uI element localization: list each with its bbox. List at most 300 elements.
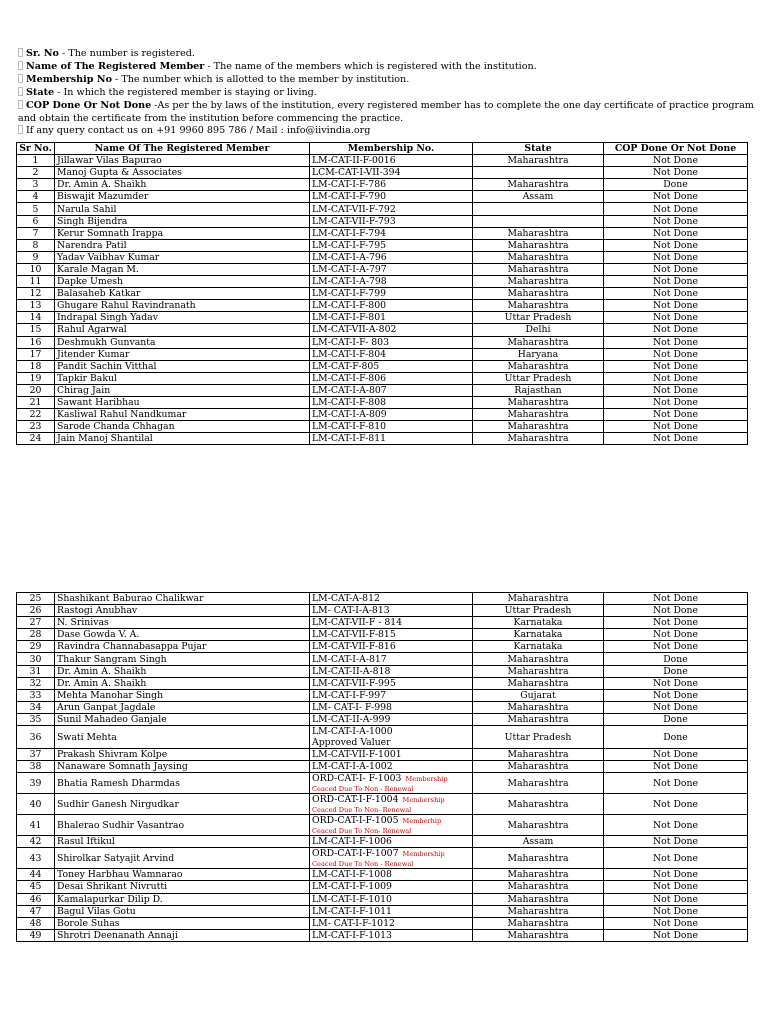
cell-membership-no: LM-CAT-I-F-795 — [310, 239, 473, 251]
cell-state: Maharashtra — [473, 155, 604, 167]
cell-sr-no: 47 — [17, 905, 55, 917]
table-row — [17, 893, 748, 905]
membership-status-note: Membership — [402, 796, 445, 805]
cell-cop-status: Not Done — [604, 773, 748, 794]
cell-state: Maharashtra — [473, 360, 604, 372]
cell-membership-no: LM-CAT-VII-F-995 — [310, 677, 473, 689]
cell-cop-status: Not Done — [604, 701, 748, 713]
cell-cop-status: Not Done — [604, 191, 748, 203]
cell-cop-status: Not Done — [604, 689, 748, 701]
cell-cop-status: Done — [604, 726, 748, 749]
cell-cop-status: Not Done — [604, 167, 748, 179]
cell-cop-status: Not Done — [604, 360, 748, 372]
cell-member-name: Indrapal Singh Yadav — [55, 312, 310, 324]
cell-member-name: Rastogi Anubhav — [55, 605, 310, 617]
legend-block — [18, 48, 758, 138]
cell-member-name: Kasliwal Rahul Nandkumar — [55, 409, 310, 421]
cell-member-name: Dr. Amin A. Shaikh — [55, 665, 310, 677]
table-row — [17, 605, 748, 617]
cell-sr-no: 8 — [17, 239, 55, 251]
table-row — [17, 227, 748, 239]
cell-cop-status: Not Done — [604, 263, 748, 275]
table-row — [17, 653, 748, 665]
table-row — [17, 421, 748, 433]
table-row — [17, 288, 748, 300]
cell-state — [473, 203, 604, 215]
cell-cop-status: Not Done — [604, 794, 748, 815]
cell-state: Haryana — [473, 348, 604, 360]
table-header-row — [17, 143, 748, 155]
cell-sr-no: 32 — [17, 677, 55, 689]
membership-number: LM-CAT-I-A-1000 — [312, 726, 393, 738]
cell-member-name: Jitender Kumar — [55, 348, 310, 360]
table-row — [17, 348, 748, 360]
cell-state: Karnataka — [473, 629, 604, 641]
cell-sr-no: 3 — [17, 179, 55, 191]
cell-membership-no: LM-CAT-I-A-1002 — [310, 761, 473, 773]
legend-line-state: State - In which the registered member is staying or living. — [18, 87, 758, 100]
cell-cop-status: Not Done — [604, 593, 748, 605]
cell-cop-status: Not Done — [604, 433, 748, 445]
cell-member-name: Kerur Somnath Irappa — [55, 227, 310, 239]
cell-sr-no: 15 — [17, 324, 55, 336]
cell-sr-no: 13 — [17, 300, 55, 312]
cell-sr-no: 10 — [17, 263, 55, 275]
cell-cop-status: Not Done — [604, 881, 748, 893]
table-row — [17, 312, 748, 324]
cell-member-name: Tapkir Bakul — [55, 372, 310, 384]
cell-cop-status: Not Done — [604, 629, 748, 641]
cell-membership-no: LM-CAT-I-F-997 — [310, 689, 473, 701]
cell-state — [473, 167, 604, 179]
cell-cop-status: Not Done — [604, 227, 748, 239]
cell-sr-no: 37 — [17, 749, 55, 761]
cell-cop-status: Not Done — [604, 605, 748, 617]
cell-sr-no: 38 — [17, 761, 55, 773]
cell-cop-status: Not Done — [604, 288, 748, 300]
table-row — [17, 179, 748, 191]
table-row — [17, 677, 748, 689]
cell-membership-no: LM-CAT-VII-F-793 — [310, 215, 473, 227]
bullet-box-icon — [18, 61, 23, 70]
bullet-box-icon — [18, 125, 23, 134]
cell-membership-no: LM-CAT-I-F-804 — [310, 348, 473, 360]
cell-cop-status: Not Done — [604, 276, 748, 288]
table-row — [17, 215, 748, 227]
cell-member-name: Jain Manoj Shantilal — [55, 433, 310, 445]
cell-cop-status: Not Done — [604, 848, 748, 869]
table-row — [17, 409, 748, 421]
membership-status-note: Memberhip — [402, 817, 442, 826]
bullet-box-icon — [18, 74, 23, 83]
cell-membership-no: LM-CAT-I-A-817 — [310, 653, 473, 665]
cell-member-name: Rasul Iftikul — [55, 836, 310, 848]
cell-membership-no: LM-CAT-I-F-801 — [310, 312, 473, 324]
cell-state: Uttar Pradesh — [473, 312, 604, 324]
cell-sr-no: 44 — [17, 869, 55, 881]
header-state: State — [473, 143, 604, 155]
cell-state: Uttar Pradesh — [473, 605, 604, 617]
cell-cop-status: Done — [604, 665, 748, 677]
cell-state: Maharashtra — [473, 701, 604, 713]
cell-membership-no: LM-CAT-VII-F-815 — [310, 629, 473, 641]
cell-sr-no: 35 — [17, 713, 55, 725]
cell-membership-no: LM-CAT-VII-F-792 — [310, 203, 473, 215]
cell-sr-no: 33 — [17, 689, 55, 701]
cell-membership-no: LM-CAT-I-A-807 — [310, 384, 473, 396]
table-row — [17, 665, 748, 677]
cell-sr-no: 34 — [17, 701, 55, 713]
cell-sr-no: 9 — [17, 251, 55, 263]
cell-member-name: N. Srinivas — [55, 617, 310, 629]
cell-cop-status: Not Done — [604, 203, 748, 215]
membership-status-detail: Ceaced Due To Non- Renewal — [312, 827, 412, 836]
cell-sr-no: 4 — [17, 191, 55, 203]
cell-member-name: Ghugare Rahul Ravindranath — [55, 300, 310, 312]
cell-sr-no: 25 — [17, 593, 55, 605]
cell-member-name: Jillawar Vilas Bapurao — [55, 155, 310, 167]
cell-member-name: Narula Sahil — [55, 203, 310, 215]
table-row — [17, 300, 748, 312]
members-table-part-2 — [16, 592, 748, 942]
table-row — [17, 263, 748, 275]
table-row — [17, 336, 748, 348]
cell-membership-no: LM-CAT-I-A-797 — [310, 263, 473, 275]
cell-state: Maharashtra — [473, 815, 604, 836]
cell-membership-no: LM-CAT-I-F-1010 — [310, 893, 473, 905]
cell-state: Maharashtra — [473, 713, 604, 725]
cell-membership-no: LCM-CAT-I-VII-394 — [310, 167, 473, 179]
cell-member-name: Pandit Sachin Vitthal — [55, 360, 310, 372]
cell-sr-no: 39 — [17, 773, 55, 794]
table-row — [17, 905, 748, 917]
cell-sr-no: 42 — [17, 836, 55, 848]
cell-state: Maharashtra — [473, 749, 604, 761]
cell-sr-no: 49 — [17, 929, 55, 941]
table-row — [17, 203, 748, 215]
cell-membership-no: LM-CAT-F-805 — [310, 360, 473, 372]
cell-state: Rajasthan — [473, 384, 604, 396]
table-row — [17, 761, 748, 773]
cell-membership-no: LM- CAT-I-A-813 — [310, 605, 473, 617]
cell-state: Maharashtra — [473, 677, 604, 689]
legend-line-sr-no: Sr. No - The number is registered. — [18, 48, 758, 61]
cell-member-name: Borole Suhas — [55, 917, 310, 929]
cell-state: Maharashtra — [473, 593, 604, 605]
cell-membership-no — [310, 848, 473, 869]
contact-line: If any query contact us on +91 9960 895 786 / Mail : info@iivindia.org — [18, 125, 758, 138]
cell-state: Maharashtra — [473, 251, 604, 263]
cell-membership-no: LM-CAT-I-F-810 — [310, 421, 473, 433]
cell-state: Karnataka — [473, 617, 604, 629]
cell-state: Maharashtra — [473, 761, 604, 773]
cell-cop-status: Not Done — [604, 312, 748, 324]
membership-number: ORD-CAT-I- F-1003 — [312, 773, 402, 785]
table-row — [17, 641, 748, 653]
cell-membership-no: LM-CAT-A-812 — [310, 593, 473, 605]
table-row — [17, 689, 748, 701]
bullet-box-icon — [18, 48, 23, 57]
cell-cop-status: Done — [604, 179, 748, 191]
cell-cop-status: Not Done — [604, 239, 748, 251]
cell-sr-no: 21 — [17, 396, 55, 408]
cell-cop-status: Not Done — [604, 324, 748, 336]
cell-membership-no: LM-CAT-I-F-1006 — [310, 836, 473, 848]
cell-membership-no: LM- CAT-I-F-1012 — [310, 917, 473, 929]
cell-state: Maharashtra — [473, 773, 604, 794]
cell-cop-status: Not Done — [604, 215, 748, 227]
cell-member-name: Bagul Vilas Gotu — [55, 905, 310, 917]
cell-sr-no: 45 — [17, 881, 55, 893]
cell-cop-status: Not Done — [604, 893, 748, 905]
cell-sr-no: 19 — [17, 372, 55, 384]
cell-sr-no: 48 — [17, 917, 55, 929]
header-name: Name Of The Registered Member — [55, 143, 310, 155]
cell-cop-status: Not Done — [604, 396, 748, 408]
cell-state — [473, 215, 604, 227]
cell-membership-no: LM-CAT-I-F-811 — [310, 433, 473, 445]
cell-sr-no: 7 — [17, 227, 55, 239]
cell-member-name: Yadav Vaibhav Kumar — [55, 251, 310, 263]
legend-line-cop: COP Done Or Not Done -As per the by laws of the institution, every registered member has to complete the one day certificate of practice program and obtain the certificate from the institution before commencing the practice. — [18, 99, 754, 124]
cell-member-name: Desai Shrikant Nivrutti — [55, 881, 310, 893]
cell-membership-no — [310, 726, 473, 749]
cell-state: Uttar Pradesh — [473, 372, 604, 384]
membership-number: ORD-CAT-I-F-1007 — [312, 848, 399, 860]
cell-membership-no — [310, 773, 473, 794]
cell-sr-no: 23 — [17, 421, 55, 433]
table-row — [17, 713, 748, 725]
cell-sr-no: 29 — [17, 641, 55, 653]
cell-state: Maharashtra — [473, 881, 604, 893]
cell-cop-status: Not Done — [604, 384, 748, 396]
membership-number: ORD-CAT-I-F-1004 — [312, 794, 399, 806]
table-row — [17, 848, 748, 869]
legend-line-membership-no: Membership No - The number which is allotted to the member by institution. — [18, 74, 758, 87]
table-row — [17, 593, 748, 605]
cell-member-name: Chirag Jain — [55, 384, 310, 396]
cell-member-name: Thakur Sangram Singh — [55, 653, 310, 665]
cell-state: Maharashtra — [473, 905, 604, 917]
cell-state: Uttar Pradesh — [473, 726, 604, 749]
membership-status-note: Membership — [405, 775, 448, 784]
cell-cop-status: Done — [604, 653, 748, 665]
cell-sr-no: 6 — [17, 215, 55, 227]
table-row — [17, 324, 748, 336]
cell-membership-no: LM-CAT-VII-F - 814 — [310, 617, 473, 629]
cell-sr-no: 11 — [17, 276, 55, 288]
cell-sr-no: 12 — [17, 288, 55, 300]
cell-cop-status: Not Done — [604, 348, 748, 360]
cell-sr-no: 26 — [17, 605, 55, 617]
cell-sr-no: 17 — [17, 348, 55, 360]
cell-membership-no: LM-CAT-I-F-806 — [310, 372, 473, 384]
table-row — [17, 629, 748, 641]
table-row — [17, 749, 748, 761]
table-row — [17, 433, 748, 445]
table-row — [17, 794, 748, 815]
cell-cop-status: Not Done — [604, 761, 748, 773]
cell-cop-status: Not Done — [604, 155, 748, 167]
cell-state: Maharashtra — [473, 336, 604, 348]
header-sr-no: Sr No. — [17, 143, 55, 155]
cell-sr-no: 40 — [17, 794, 55, 815]
cell-member-name: Balasaheb Katkar — [55, 288, 310, 300]
table-row — [17, 917, 748, 929]
table-row — [17, 726, 748, 749]
cell-state: Maharashtra — [473, 433, 604, 445]
cell-cop-status: Not Done — [604, 905, 748, 917]
cell-membership-no: LM-CAT-I-A-809 — [310, 409, 473, 421]
cell-state: Maharashtra — [473, 794, 604, 815]
cell-sr-no: 16 — [17, 336, 55, 348]
cell-membership-no: LM-CAT-II-A-999 — [310, 713, 473, 725]
cell-member-name: Shirolkar Satyajit Arvind — [55, 848, 310, 869]
cell-state: Maharashtra — [473, 239, 604, 251]
cell-member-name: Manoj Gupta & Associates — [55, 167, 310, 179]
cell-membership-no: LM-CAT-I-F-799 — [310, 288, 473, 300]
membership-status-detail: Ceaced Due To Non - Renewal — [312, 785, 414, 794]
bullet-box-icon — [18, 87, 23, 96]
cell-cop-status: Not Done — [604, 815, 748, 836]
cell-sr-no: 43 — [17, 848, 55, 869]
cell-sr-no: 20 — [17, 384, 55, 396]
cell-cop-status: Not Done — [604, 641, 748, 653]
cell-membership-no: LM-CAT-I-F-800 — [310, 300, 473, 312]
cell-member-name: Nanaware Somnath Jaysing — [55, 761, 310, 773]
cell-membership-no: LM-CAT-VII-A-802 — [310, 324, 473, 336]
cell-sr-no: 14 — [17, 312, 55, 324]
cell-state: Maharashtra — [473, 893, 604, 905]
header-cop: COP Done Or Not Done — [604, 143, 748, 155]
table-row — [17, 276, 748, 288]
table-row — [17, 396, 748, 408]
cell-membership-no: LM-CAT-I-F-790 — [310, 191, 473, 203]
cell-member-name: Shrotri Deenanath Annaji — [55, 929, 310, 941]
cell-member-name: Kamalapurkar Dilip D. — [55, 893, 310, 905]
cell-cop-status: Not Done — [604, 409, 748, 421]
table-row — [17, 191, 748, 203]
membership-status-detail: Ceaced Due To Non- Renewal — [312, 806, 412, 815]
table-row — [17, 815, 748, 836]
cell-state: Maharashtra — [473, 929, 604, 941]
cell-cop-status: Not Done — [604, 251, 748, 263]
cell-cop-status: Not Done — [604, 617, 748, 629]
cell-membership-no: LM-CAT-I-F-808 — [310, 396, 473, 408]
table-row — [17, 929, 748, 941]
cell-member-name: Dr. Amin A. Shaikh — [55, 677, 310, 689]
table-row — [17, 239, 748, 251]
members-table-part-1 — [16, 142, 748, 445]
cell-sr-no: 18 — [17, 360, 55, 372]
cell-member-name: Rahul Agarwal — [55, 324, 310, 336]
table-row — [17, 372, 748, 384]
cell-state: Maharashtra — [473, 396, 604, 408]
cell-state: Maharashtra — [473, 665, 604, 677]
cell-member-name: Singh Bijendra — [55, 215, 310, 227]
cell-membership-no — [310, 815, 473, 836]
cell-state: Karnataka — [473, 641, 604, 653]
cell-membership-no: LM-CAT-VII-F-816 — [310, 641, 473, 653]
cell-sr-no: 22 — [17, 409, 55, 421]
cell-cop-status: Not Done — [604, 917, 748, 929]
cell-member-name: Swati Mehta — [55, 726, 310, 749]
cell-membership-no — [310, 794, 473, 815]
cell-sr-no: 31 — [17, 665, 55, 677]
cell-state: Delhi — [473, 324, 604, 336]
cell-sr-no: 46 — [17, 893, 55, 905]
cell-membership-no: LM-CAT-I-F- 803 — [310, 336, 473, 348]
cell-member-name: Karale Magan M. — [55, 263, 310, 275]
cell-sr-no: 36 — [17, 726, 55, 749]
cell-member-name: Sawant Haribhau — [55, 396, 310, 408]
table-row — [17, 773, 748, 794]
cell-cop-status: Not Done — [604, 836, 748, 848]
cell-state: Maharashtra — [473, 409, 604, 421]
bullet-box-icon — [18, 100, 23, 109]
membership-status-note: Membership — [402, 850, 445, 859]
cell-sr-no: 28 — [17, 629, 55, 641]
cell-member-name: Deshmukh Gunvanta — [55, 336, 310, 348]
header-membership-no: Membership No. — [310, 143, 473, 155]
table-row — [17, 701, 748, 713]
cell-membership-no: LM-CAT-II-F-0016 — [310, 155, 473, 167]
cell-member-name: Dase Gowda V. A. — [55, 629, 310, 641]
cell-member-name: Bhalerao Sudhir Vasantrao — [55, 815, 310, 836]
cell-state: Assam — [473, 836, 604, 848]
cell-membership-no: LM-CAT-I-F-1009 — [310, 881, 473, 893]
table-row — [17, 251, 748, 263]
cell-member-name: Bhatia Ramesh Dharmdas — [55, 773, 310, 794]
membership-number: ORD-CAT-I-F-1005 — [312, 815, 399, 827]
cell-member-name: Shashikant Baburao Chalikwar — [55, 593, 310, 605]
cell-member-name: Dr. Amin A. Shaikh — [55, 179, 310, 191]
cell-cop-status: Not Done — [604, 336, 748, 348]
cell-cop-status: Not Done — [604, 421, 748, 433]
table-row — [17, 384, 748, 396]
cell-membership-no: LM-CAT-I-F-794 — [310, 227, 473, 239]
cell-state: Maharashtra — [473, 421, 604, 433]
membership-subtitle: Approved Valuer — [312, 737, 391, 749]
cell-sr-no: 30 — [17, 653, 55, 665]
cell-membership-no: LM-CAT-I-F-1011 — [310, 905, 473, 917]
table-row — [17, 167, 748, 179]
table-row — [17, 836, 748, 848]
cell-cop-status: Not Done — [604, 749, 748, 761]
cell-sr-no: 2 — [17, 167, 55, 179]
table-row — [17, 869, 748, 881]
cell-sr-no: 5 — [17, 203, 55, 215]
cell-membership-no: LM-CAT-I-F-1008 — [310, 869, 473, 881]
cell-member-name: Sarode Chanda Chhagan — [55, 421, 310, 433]
cell-membership-no: LM-CAT-I-F-1013 — [310, 929, 473, 941]
cell-cop-status: Not Done — [604, 372, 748, 384]
cell-state: Assam — [473, 191, 604, 203]
cell-membership-no: LM-CAT-I-A-796 — [310, 251, 473, 263]
cell-member-name: Dapke Umesh — [55, 276, 310, 288]
cell-sr-no: 24 — [17, 433, 55, 445]
legend-line-name: Name of The Registered Member - The name of the members which is registered with the institution. — [18, 61, 758, 74]
cell-membership-no: LM-CAT-I-F-786 — [310, 179, 473, 191]
cell-member-name: Sudhir Ganesh Nirgudkar — [55, 794, 310, 815]
cell-sr-no: 27 — [17, 617, 55, 629]
cell-state: Maharashtra — [473, 263, 604, 275]
cell-sr-no: 41 — [17, 815, 55, 836]
cell-cop-status: Not Done — [604, 300, 748, 312]
cell-member-name: Prakash Shivram Kolpe — [55, 749, 310, 761]
cell-cop-status: Not Done — [604, 869, 748, 881]
cell-member-name: Arun Ganpat Jagdale — [55, 701, 310, 713]
